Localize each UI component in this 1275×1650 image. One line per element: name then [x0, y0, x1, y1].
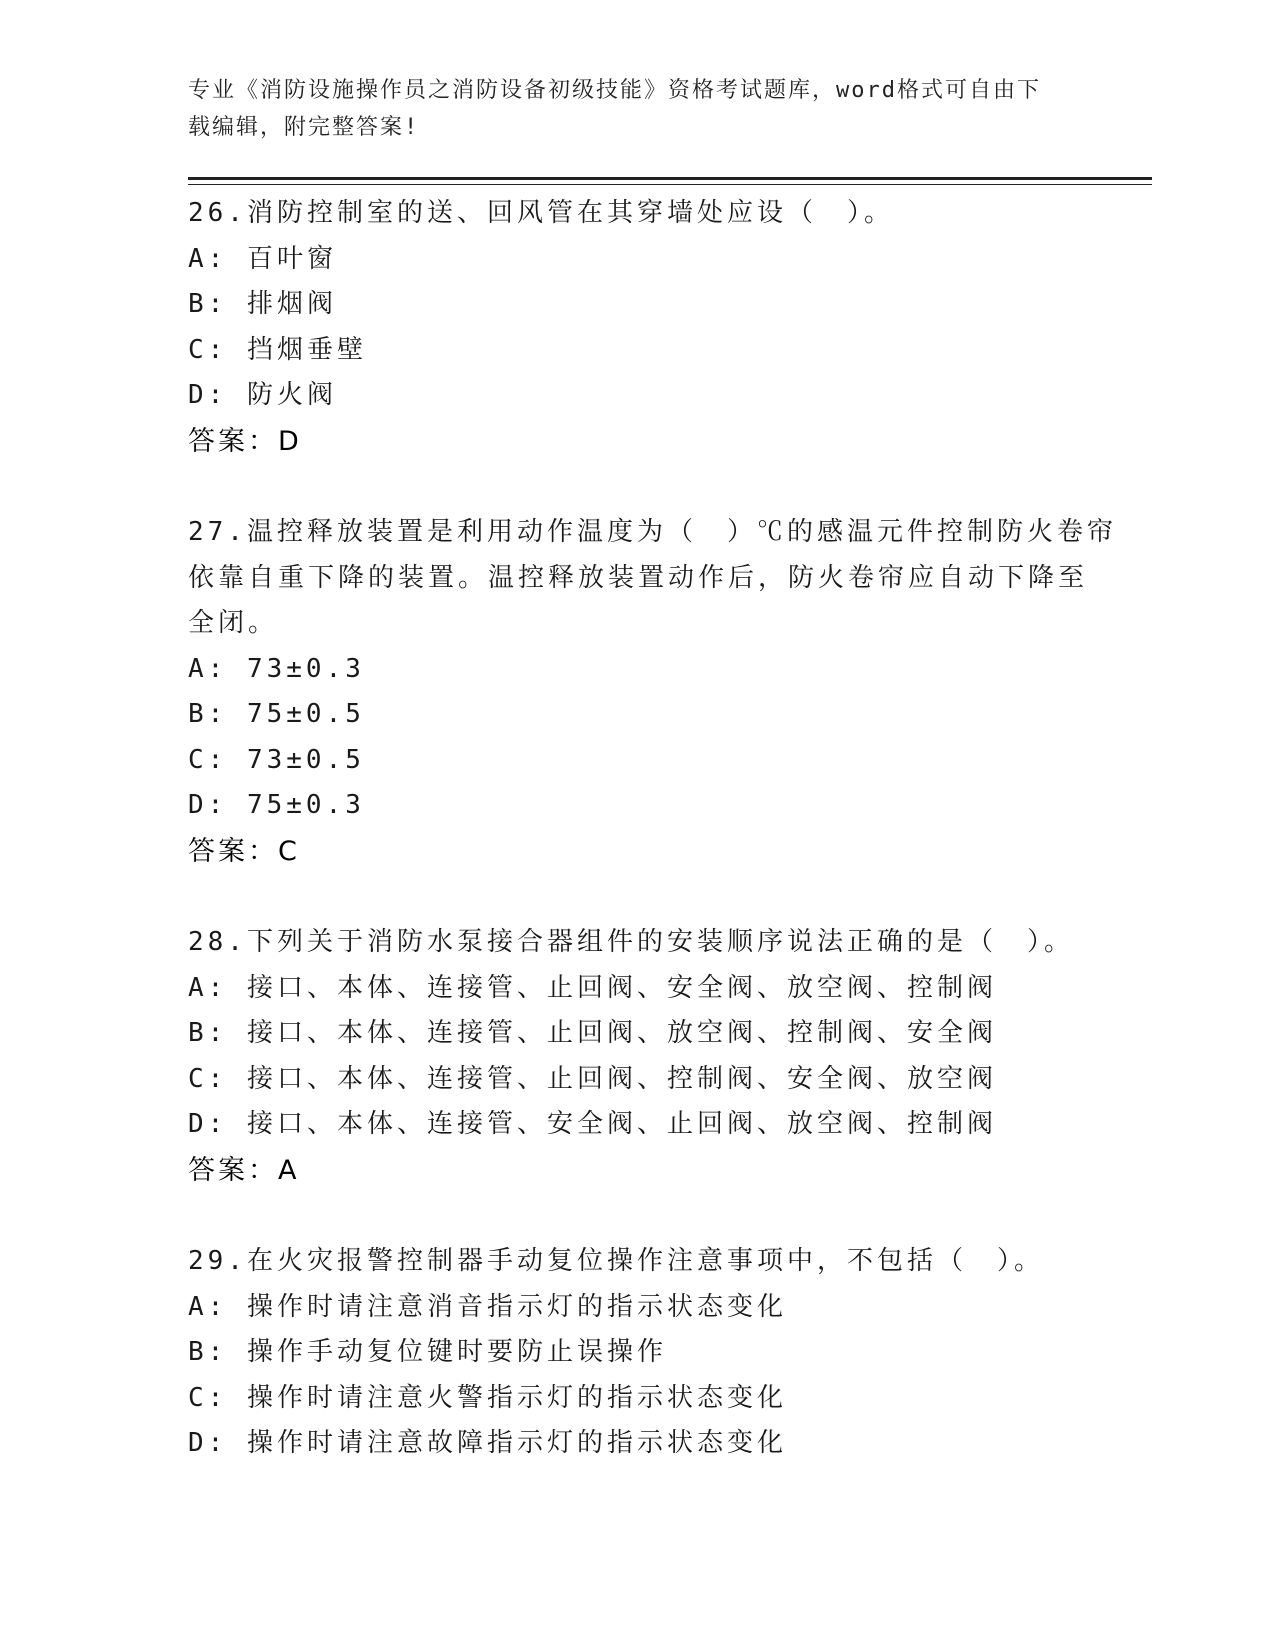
answer-label: 答案： [188, 425, 278, 457]
answer-line [188, 829, 1088, 875]
question-block [188, 1239, 1088, 1467]
option-a: A: 百叶窗 [188, 243, 337, 274]
question-stem: 27.温控释放装置是利用动作温度为（ ）℃的感温元件控制防火卷帘 [188, 517, 1117, 547]
question-stem: 29.在火灾报警控制器手动复位操作注意事项中，不包括（ ）。 [188, 1246, 1044, 1276]
option-b: B: 75±0.5 [188, 699, 365, 729]
header-line-2: 载编辑，附完整答案! [188, 115, 420, 140]
answer-line [188, 419, 1088, 465]
answer-label: 答案： [188, 1154, 278, 1186]
question-block [188, 510, 1117, 874]
header-divider-thin [188, 184, 1152, 185]
option-b: B: 排烟阀 [188, 289, 337, 319]
option-d: D: 防火阀 [188, 380, 337, 410]
question-stem: 26.消防控制室的送、回风管在其穿墙处应设（ ）。 [188, 198, 894, 228]
header-line-1: 专业《消防设施操作员之消防设备初级技能》资格考试题库，word格式可自由下 [188, 78, 1041, 103]
option-b: B: 操作手动复位键时要防止误操作 [188, 1337, 667, 1367]
answer-value: D [278, 425, 300, 457]
question-stem-continued: 依靠自重下降的装置。温控释放装置动作后，防火卷帘应自动下降至 [188, 562, 1089, 593]
question-stem: 28.下列关于消防水泵接合器组件的安装顺序说法正确的是（ ）。 [188, 927, 1074, 957]
option-a: A: 73±0.3 [188, 653, 365, 684]
option-d: D: 操作时请注意故障指示灯的指示状态变化 [188, 1428, 787, 1458]
option-a: A: 接口、本体、连接管、止回阀、安全阀、放空阀、控制阀 [188, 972, 997, 1003]
option-c: C: 73±0.5 [188, 744, 365, 775]
question-stem-continued: 全闭。 [188, 608, 279, 638]
answer-label: 答案： [188, 835, 278, 867]
question-block [188, 920, 1088, 1193]
document-header [188, 72, 1068, 146]
option-d: D: 75±0.3 [188, 790, 365, 820]
question-list [188, 191, 1117, 1467]
answer-line [188, 1148, 1088, 1194]
question-block [188, 191, 1088, 464]
option-c: C: 接口、本体、连接管、止回阀、控制阀、安全阀、放空阀 [188, 1063, 997, 1094]
option-c: C: 操作时请注意火警指示灯的指示状态变化 [188, 1382, 787, 1413]
option-d: D: 接口、本体、连接管、安全阀、止回阀、放空阀、控制阀 [188, 1109, 997, 1139]
option-a: A: 操作时请注意消音指示灯的指示状态变化 [188, 1291, 787, 1322]
option-b: B: 接口、本体、连接管、止回阀、放空阀、控制阀、安全阀 [188, 1018, 997, 1048]
answer-value: A [278, 1154, 298, 1186]
header-divider-thick [188, 177, 1152, 180]
option-c: C: 挡烟垂壁 [188, 334, 367, 365]
answer-value: C [278, 835, 298, 867]
